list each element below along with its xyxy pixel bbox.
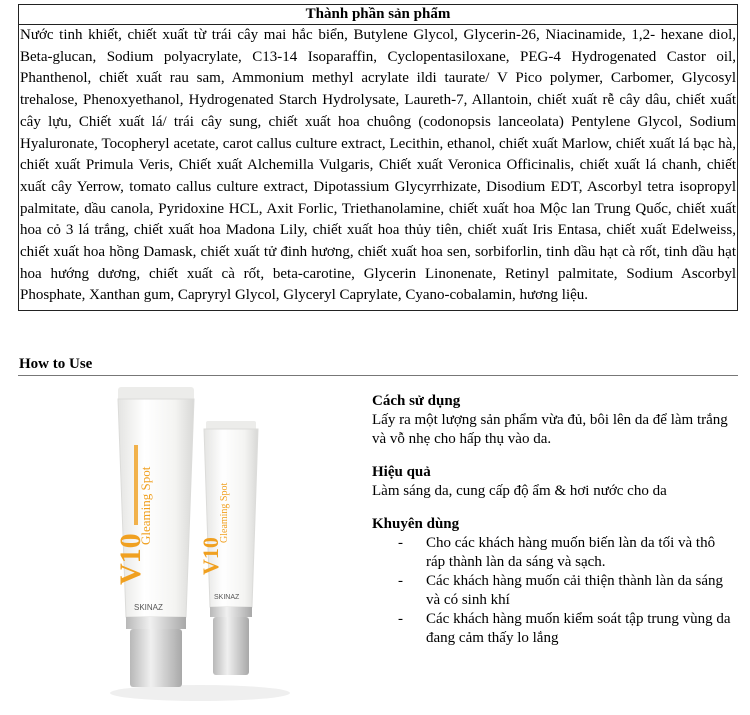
usage-info	[372, 392, 732, 648]
small-tube-brand: SKINAZ	[214, 594, 240, 601]
small-tube-model: V10	[198, 537, 223, 575]
how-to-use-heading: How to Use	[19, 356, 93, 372]
recommend-list	[372, 534, 732, 648]
small-tube	[198, 421, 258, 675]
large-tube-brand: SKINAZ	[134, 603, 163, 612]
list-item: - Các khách hàng muốn kiểm soát tập trung vùng da đang cảm thấy lo lắng	[372, 610, 732, 648]
section-divider	[18, 375, 738, 376]
large-tube-model: V10	[114, 533, 147, 585]
product-tubes-image	[100, 385, 300, 705]
ingredients-title: Thành phần sản phẩm	[19, 5, 737, 25]
ingredients-text: Nước tinh khiết, chiết xuất từ trái cây mai hắc biển, Butylene Glycol, Glycerin-26, Niacinamide, 1,2- hexane diol, Beta-glucan, Sodium polyacrylate, C13-14 Isoparaffin, Cyclopentasiloxane, PEG-4 Hydrogenated Castor oil, Phanthenol, chiết xuất rau sam, Ammonium methyl acrylate ildi taurate/ V Pico polymer, Carbomer, Glycosyl trehalose, Phenoxyethanol, Hydrogenated Starch Hydrolysate, Laureth-7, Allantoin, chiết xuất rễ cây dâu, chiết xuất cây lựu, Chiết xuất lá/ trái cây sung, chiết xuất hoa chuông (codonopsis lanceolata) Pentylene Glycol, Sodium Hyaluronate, Tocopheryl acetate, carot callus culture extract, Lecithin, ethanol, chiết xuất Marlow, chiết xuất lá bạc hà, chiết xuất Primula Veris, Chiết xuất Alchemilla Vulgaris, Chiết xuất Veronica Officinalis, chiết xuất lá chanh, chiết xuất cây Yerrow, tomato callus culture extract, Dipotassium Glycyrrhizate, Disodium EDT, Ascorbyl tetra isopropyl palmitate, dầu canola, Pyridoxine HCL, Axit Forlic, Triethanolamine, chiết xuất hoa Mộc lan Trung Quốc, chiết xuất hoa cỏ 3 lá trắng, chiết xuất hoa Madona Lily, chiết xuất hoa thủy tiên, chiết xuất Iris Entasa, chiết xuất Edelweiss, chiết xuất hoa hồng Damask, chiết xuất tử đinh hương, chiết xuất hoa sen, sorbiforlin, tinh dầu hạt cà rốt, tinh dầu hạt hoa hướng dương, chiết xuất cà rốt, beta-carotine, Glycerin Linonenate, Retinyl palmitate, Sodium Ascorbyl Phosphate, Xanthan gum, Capryryl Glycol, Glyceryl Caprylate, Cyano-cobalamin, hương liệu.	[20, 27, 736, 304]
ingredients-box	[18, 4, 738, 311]
effect-text: Làm sáng da, cung cấp độ ẩm & hơi nước cho da	[372, 483, 667, 499]
usage-heading: Cách sử dụng	[372, 393, 461, 409]
list-item: - Các khách hàng muốn cải thiện thành làn da sáng và có sinh khí	[372, 572, 732, 610]
recommend-heading: Khuyên dùng	[372, 516, 460, 532]
effect-heading: Hiệu quả	[372, 464, 431, 480]
large-tube	[114, 387, 194, 687]
list-item: - Cho các khách hàng muốn biến làn da tối và thô ráp thành làn da sáng và sạch.	[372, 534, 732, 572]
small-tube-name: Gleaming Spot	[219, 482, 230, 543]
large-tube-name: Gleaming Spot	[138, 466, 153, 545]
usage-text: Lấy ra một lượng sản phẩm vừa đủ, bôi lên da để làm trắng và vỗ nhẹ cho hấp thụ vào da.	[372, 412, 728, 447]
